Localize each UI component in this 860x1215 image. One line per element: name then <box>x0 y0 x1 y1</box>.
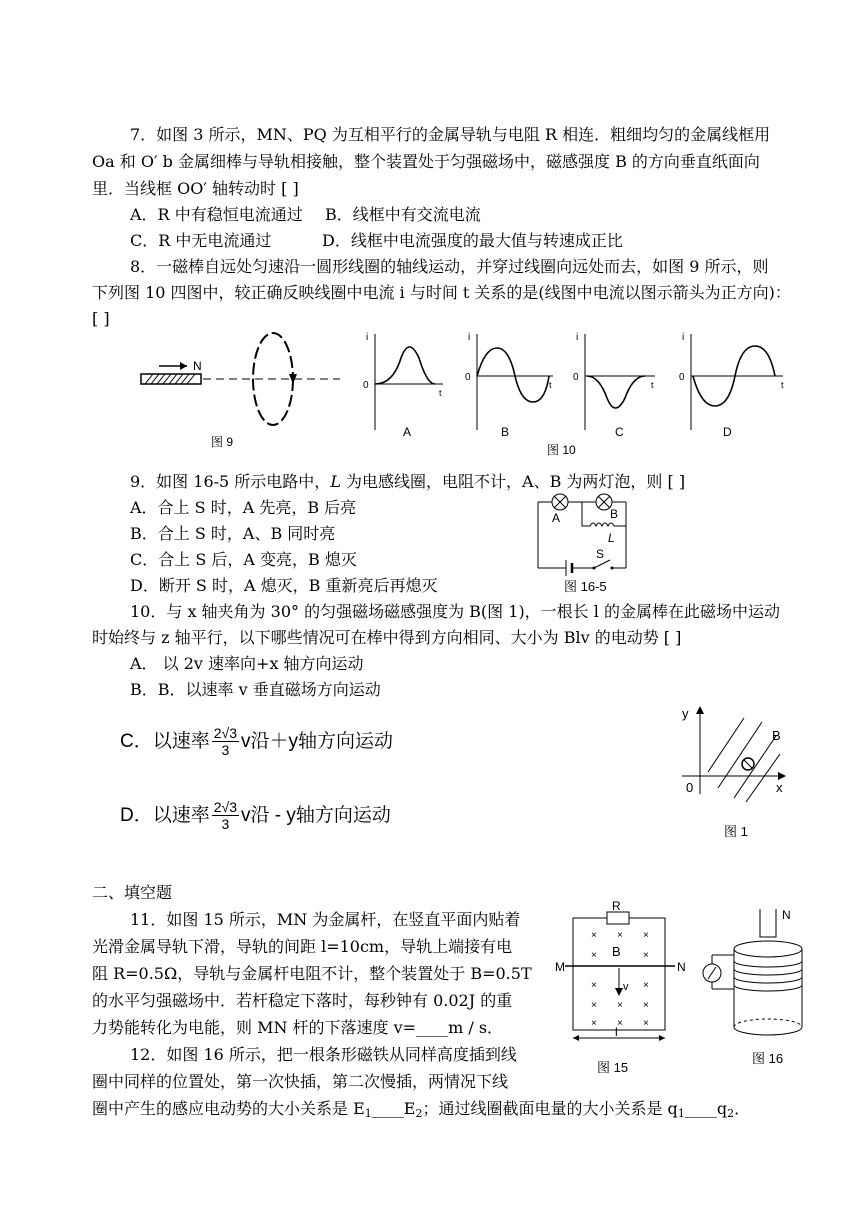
q7-line1: 7．如图 3 所示，MN、PQ 为互相平行的金属导轨与电阻 R 相连．粗细均匀的金属线框用 <box>130 125 771 144</box>
svg-text:×: × <box>643 950 649 961</box>
q11-line1: 11．如图 15 所示，MN 为金属杆，在竖直平面内贴着 <box>130 910 521 929</box>
axis-y-label: y <box>682 706 689 721</box>
svg-text:×: × <box>617 930 623 941</box>
q9-option-b: B．合上 S 时，A、B 同时亮 <box>130 524 336 543</box>
magnet-bar <box>141 374 201 384</box>
svg-text:×: × <box>591 1000 597 1011</box>
svg-text:i: i <box>682 332 685 343</box>
graph-b-label: B <box>501 425 510 439</box>
b-label: B <box>772 728 781 743</box>
q12-line2: 圈中同样的位置处，第一次快插，第二次慢插，两情况下线 <box>92 1072 509 1091</box>
q11-line3: 阻 R=0.5Ω，导轨与金属杆电阻不计，整个装置处于 B=0.5T <box>92 964 532 983</box>
svg-text:0: 0 <box>573 372 579 383</box>
svg-text:×: × <box>617 1018 623 1029</box>
graph-b <box>465 332 553 439</box>
q10-option-a: A． 以 2v 速率向+x 轴方向运动 <box>130 654 364 673</box>
figure-15 <box>555 900 690 1085</box>
arrow-head-icon <box>180 362 187 370</box>
svg-text:×: × <box>591 930 597 941</box>
q12-line1: 12．如图 16 所示，把一根条形磁铁从同样高度插到线 <box>130 1045 517 1064</box>
graph-d <box>679 332 784 439</box>
q10-line2: 时始终与 z 轴平行，以下哪些情况可在棒中得到方向相同、大小为 Blv 的电动势 [ ] <box>92 628 682 647</box>
q9-option-d: D．断开 S 时，A 熄灭，B 重新亮后再熄灭 <box>130 576 438 595</box>
svg-text:t: t <box>439 388 442 398</box>
svg-text:t: t <box>781 380 784 390</box>
origin-label: 0 <box>686 780 694 795</box>
svg-text:×: × <box>591 980 597 991</box>
q9-line1: 9．如图 16-5 所示电路中，L 为电感线圈，电阻不计，A、B 为两灯泡，则 [ ] <box>130 472 686 491</box>
resistor-label: R <box>612 900 621 913</box>
q10-line1: 10．与 x 轴夹角为 30° 的匀强磁场磁感强度为 B(图 1)，一根长 l 的金属棒在此磁场中运动 <box>130 602 780 621</box>
rod-m-label: M <box>555 960 565 974</box>
q8-line3: [ ] <box>92 309 110 328</box>
magnet-label: N <box>193 359 202 373</box>
svg-text:t: t <box>651 380 654 390</box>
graph-c-label: C <box>615 425 624 439</box>
lamp-a-label: A <box>552 511 561 525</box>
lamp-b-label: B <box>610 507 619 521</box>
svg-text:×: × <box>643 980 649 991</box>
q11-line4: 的水平匀强磁场中．若杆稳定下落时，每秒钟有 0.02J 的重 <box>92 991 513 1010</box>
switch-label: S <box>596 547 605 561</box>
fig16-caption: 图 16 <box>752 1051 784 1066</box>
q11-line2: 光滑金属导轨下滑，导轨的间距 l=10cm，导轨上端接有电 <box>92 937 513 956</box>
fig10-caption: 图 10 <box>547 443 576 457</box>
figure-9-10 <box>135 318 815 458</box>
q7-option-d: D．线框中电流强度的最大值与转速成正比 <box>322 231 623 250</box>
inductor-label: L <box>608 531 615 545</box>
section-fill-blank-title: 二、填空题 <box>92 883 173 902</box>
graph-d-label: D <box>723 425 732 439</box>
svg-text:i: i <box>576 332 579 343</box>
q7-line3: 里．当线框 OO′ 轴转动时 [ ] <box>92 179 299 198</box>
svg-text:0: 0 <box>679 372 685 383</box>
q9-option-c: C．合上 S 后，A 变亮，B 熄灭 <box>130 550 357 569</box>
q10-option-d: D．以速率 $\frac{2√3}{3}$ v沿 - y轴方向运动 <box>120 799 391 833</box>
svg-text:0: 0 <box>363 380 369 391</box>
svg-text:×: × <box>643 1018 649 1029</box>
spacing-label: l <box>615 1025 618 1039</box>
fig1-caption: 图 1 <box>724 824 748 839</box>
fig9-caption: 图 9 <box>211 435 234 449</box>
rod-n-label: N <box>677 960 686 974</box>
q11-line5: 力势能转化为电能，则 MN 杆的下落速度 v=____m / s． <box>92 1018 504 1037</box>
q7-line2: Oa 和 O′ b 金属细棒与导轨相接触，整个装置处于匀强磁场中，磁感强度 B 的方向垂直纸面向 <box>92 152 760 171</box>
svg-text:×: × <box>643 1000 649 1011</box>
q10-option-c: C．以速率 $\frac{2√3}{3}$ v沿＋y轴方向运动 <box>120 725 394 759</box>
svg-text:i: i <box>468 332 471 343</box>
q7-option-a: A．R 中有稳恒电流通过 <box>130 205 303 224</box>
magnet-n-label: N <box>782 908 791 922</box>
svg-text:0: 0 <box>465 372 471 383</box>
fig-16-5-caption: 图 16-5 <box>564 579 607 594</box>
fig15-caption: 图 15 <box>597 1060 629 1075</box>
svg-text:×: × <box>591 950 597 961</box>
svg-text:×: × <box>591 1018 597 1029</box>
q9-option-a: A．合上 S 时，A 先亮，B 后亮 <box>130 498 357 517</box>
q7-option-b: B．线框中有交流电流 <box>325 205 481 224</box>
svg-text:i: i <box>366 332 369 343</box>
graph-c <box>573 332 655 439</box>
q12-line3: 圈中产生的感应电动势的大小关系是 $E_1\_\_\_\_E_2$；通过线圈截面电量的大小关系是 $q_1\_\_\_\_q_2$． <box>92 1099 751 1120</box>
q7-option-c: C．R 中无电流通过 <box>130 231 272 250</box>
field-b-label: B <box>612 944 621 959</box>
figure-16 <box>700 905 810 1070</box>
figure-1 <box>672 702 802 842</box>
q10-option-b: B．B．以速率 v 垂直磁场方向运动 <box>130 680 381 699</box>
svg-text:×: × <box>617 1000 623 1011</box>
axis-x-label: x <box>776 780 783 795</box>
graph-a <box>363 332 443 439</box>
q8-line1: 8．一磁棒自远处匀速沿一圆形线圈的轴线运动，并穿过线圈向远处而去，如图 9 所示，则 <box>130 257 769 276</box>
svg-text:×: × <box>643 930 649 941</box>
velocity-label: v <box>623 981 629 993</box>
figure-16-5 <box>530 488 640 588</box>
svg-text:t: t <box>549 380 552 390</box>
q8-line2: 下列图 10 四图中，较正确反映线圈中电流 i 与时间 t 关系的是(线图中电流以图示箭头为正方向)： <box>92 283 791 302</box>
graph-a-label: A <box>403 425 412 439</box>
